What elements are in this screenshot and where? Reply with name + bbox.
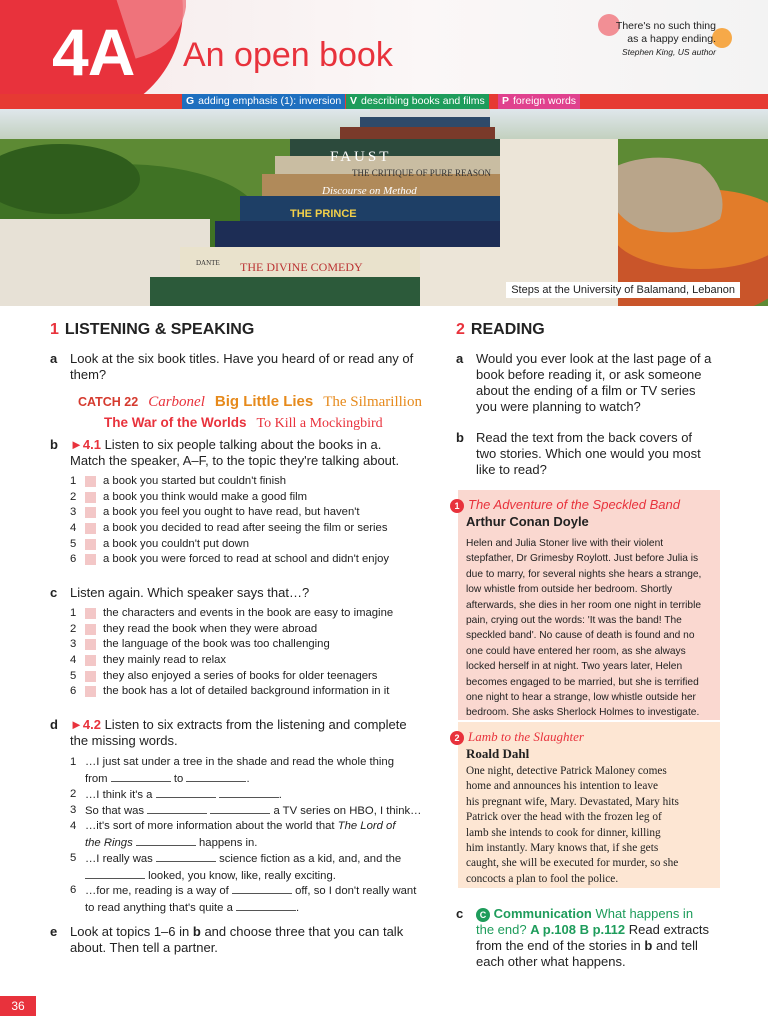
story-card-lamb-slaughter: [454, 722, 720, 888]
list-item: 3 a book you feel you ought to have read, but haven't: [70, 506, 360, 519]
tag-pronunciation: P foreign words: [498, 94, 580, 109]
story-blurb: Helen and Julia Stoner live with their violent stepfather, Dr Grimesby Roylott. Just before Julia is due to marry, for several nights she hears a strange, low whistle from outside her bedroom. Shortly afterwards, she dies in her room one night in terrible pain, crying out the words: 'It was the band! The speckled band'. No cause of death is found and no one could have entered her room, as she always locked herself in at night. Two years later, Helen becomes engaged to be married, but she is terrified one night to hear a strange, low whistle outside her bedroom. She asks Sherlock Holmes to investigate.: [466, 538, 702, 719]
answer-box[interactable]: [85, 492, 96, 503]
list-item: 1 the characters and events in the book are easy to imagine: [70, 607, 394, 619]
blank-field[interactable]: [156, 787, 216, 798]
unit-title: An open book: [183, 36, 393, 74]
section-title-listening: 1 LISTENING & SPEAKING: [50, 321, 255, 338]
audio-icon[interactable]: ►: [70, 437, 83, 452]
list-item: 5 they also enjoyed a series of books for older teenagers: [70, 669, 378, 682]
book-title: Big Little Lies: [214, 393, 314, 410]
story-number: 1: [450, 499, 464, 513]
extract-5: 5 …I really was science fiction as a kid, and, and the looked, you know, like, really exciting.: [70, 852, 402, 882]
answer-box[interactable]: [85, 671, 96, 682]
answer-box[interactable]: [85, 523, 96, 534]
section-title-reading: 2 READING: [456, 321, 545, 338]
answer-box[interactable]: [85, 476, 96, 487]
book-title: The Silmarillion: [323, 394, 422, 410]
svg-text:THE DIVINE COMEDY: THE DIVINE COMEDY: [240, 260, 363, 274]
blank-field[interactable]: [210, 803, 270, 814]
photo-caption: Steps at the University of Balamand, Lebanon: [506, 282, 740, 298]
answer-box[interactable]: [85, 554, 96, 565]
story-title: Lamb to the Slaughter: [468, 729, 584, 744]
speaker-list: [70, 606, 450, 700]
question-2b: b Read the text from the back covers of two stories. Which one would you most like to read?: [456, 430, 701, 477]
question-1d: d ►4.2 Listen to six extracts from the listening and complete the missing words.: [50, 717, 407, 748]
story-card-speckled-band: [454, 490, 720, 720]
question-2c: c C Communication What happens in the end? A p.108 B p.112 Read extracts from the end of the stories in b and tell each other what happens.: [456, 906, 709, 969]
question-2a: a Would you ever look at the last page of a book before reading it, or ask someone about the ending of a film or TV series you were planning to watch?: [456, 351, 712, 414]
question-1b: b ►4.1 Listen to six people talking about the books in a. Match the speaker, A–F, to the topic they're talking about.: [50, 437, 400, 468]
tag-grammar: G adding emphasis (1): inversion: [182, 94, 345, 109]
list-item: 2 a book you think would make a good film: [70, 490, 308, 503]
story-author: Roald Dahl: [466, 746, 530, 761]
book-title: To Kill a Mockingbird: [256, 416, 383, 431]
question-1e: e Look at topics 1–6 in b and choose three that you can talk about. Then tell a partner.: [50, 924, 404, 955]
answer-box[interactable]: [85, 507, 96, 518]
photo-book-steps: [0, 109, 768, 306]
blank-field[interactable]: [236, 900, 296, 911]
list-item: 4 a book you decided to read after seeing the film or series: [70, 522, 388, 535]
tag-vocabulary: V describing books and films: [346, 94, 489, 109]
blank-field[interactable]: [136, 835, 196, 846]
audio-icon[interactable]: ►: [70, 717, 83, 732]
quote-author: Stephen King, US author: [621, 47, 716, 57]
list-item: 1 a book you started but couldn't finish: [70, 475, 287, 487]
svg-text:DANTE: DANTE: [196, 259, 220, 267]
extract-4: 4 …it's sort of more information about the world that The Lord of the Rings happens in.: [70, 820, 396, 849]
blank-field[interactable]: [156, 851, 216, 862]
unit-tags: [0, 94, 768, 109]
book-title: Carbonel: [148, 394, 205, 410]
book-titles-list: [78, 392, 438, 433]
blank-field[interactable]: [219, 787, 279, 798]
list-item: 4 they mainly read to relax: [70, 654, 227, 667]
communication-icon: C: [476, 908, 490, 922]
list-item: 6 the book has a lot of detailed background information in it: [70, 685, 390, 698]
list-item: 5 a book you couldn't put down: [70, 537, 249, 550]
blank-field[interactable]: [186, 771, 246, 782]
answer-box[interactable]: [85, 624, 96, 635]
list-item: 6 a book you were forced to read at school and didn't enjoy: [70, 553, 390, 566]
svg-text:Discourse on Method: Discourse on Method: [322, 185, 417, 197]
question-1c: c Listen again. Which speaker says that…?: [50, 585, 310, 600]
story-number: 2: [450, 731, 464, 745]
svg-text:FAUST: FAUST: [330, 149, 392, 165]
blank-field[interactable]: [111, 771, 171, 782]
svg-text:THE PRINCE: THE PRINCE: [290, 208, 357, 220]
answer-box[interactable]: [85, 608, 96, 619]
topic-list: [70, 474, 450, 568]
answer-box[interactable]: [85, 639, 96, 650]
answer-box[interactable]: [85, 539, 96, 550]
list-item: 2 they read the book when they were abroad: [70, 622, 318, 635]
book-steps-illustration: [0, 109, 768, 306]
answer-box[interactable]: [85, 655, 96, 666]
list-item: 3 the language of the book was too challenging: [70, 638, 330, 651]
extract-1: 1 …I just sat under a tree in the shade and read the whole thing from to .: [70, 756, 394, 785]
page-number: 36: [0, 996, 36, 1016]
story-title: The Adventure of the Speckled Band: [468, 497, 680, 512]
answer-box[interactable]: [85, 686, 96, 697]
extract-6: 6 …for me, reading is a way of off, so I don't really want to read anything that's quite a .: [70, 884, 417, 914]
unit-badge: [0, 0, 186, 108]
epigraph-quote: There's no such thing as a happy ending. Stephen King, US author: [615, 20, 716, 57]
book-title: CATCH 22: [78, 395, 139, 409]
blank-field[interactable]: [147, 803, 207, 814]
extract-2: 2 …I think it's a .: [70, 788, 282, 801]
question-1a: a Look at the six book titles. Have you heard of or read any of them?: [50, 351, 414, 382]
page-reference-link[interactable]: A p.108 B p.112: [530, 922, 626, 937]
blank-field[interactable]: [85, 868, 145, 879]
extract-3: 3 So that was a TV series on HBO, I think…: [70, 804, 422, 817]
story-author: Arthur Conan Doyle: [466, 514, 589, 529]
book-title: The War of the Worlds: [104, 415, 247, 430]
blank-field[interactable]: [232, 883, 292, 894]
svg-text:THE CRITIQUE OF PURE REASON: THE CRITIQUE OF PURE REASON: [352, 168, 492, 178]
unit-header: [0, 0, 768, 110]
story-blurb: One night, detective Patrick Maloney comes home and announces his intention to leave his pregnant wife, Mary. Devastated, Mary hits Patrick over the head with the frozen leg of lamb she intends to cook for dinner, killing him instantly. Mary knows that, if she gets caught, she will be executed for murder, so she concocts a plan to fool the police.: [466, 765, 679, 885]
unit-number: 4A: [52, 15, 135, 89]
